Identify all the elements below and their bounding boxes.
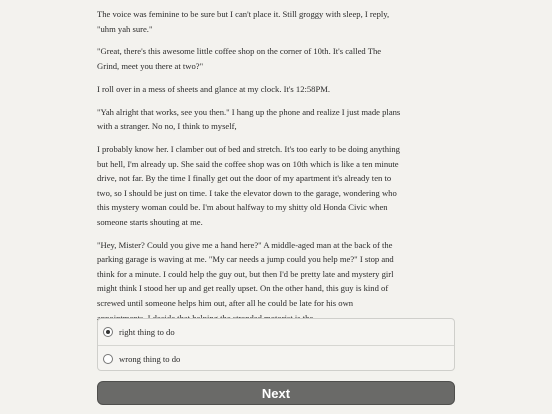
choice-list [97,318,455,371]
radio-unselected-icon[interactable] [103,354,113,364]
choice-option-right-thing[interactable] [98,319,454,345]
story-paragraph: I roll over in a mess of sheets and glance at my clock. It's 12:58PM. [97,83,331,94]
next-button[interactable]: Next [97,381,455,405]
story-paragraph: I probably know her. I clamber out of bed and stretch. It's too early to be doing anything but hell, I'm already up. She said the coffee shop was on 10th which is like a ten minute drive, not far. By the time I finally get out the door of my apartment it's already ten to two, so I should be just on time. I take the elevator down to the garage, wondering who this mystery woman could be. I'm about halfway to my shitty old Honda Civic when someone starts shouting at me. [97,143,400,227]
radio-selected-icon[interactable] [103,327,113,337]
story-paragraph: The voice was feminine to be sure but I can't place it. Still groggy with sleep, I reply, "uhm yah sure." [97,9,390,34]
story-paragraph: "Yah alright that works, see you then." I hang up the phone and realize I just made plans with a stranger. No no, I think to myself, [97,106,401,132]
story-paragraph: "Great, there's this awesome little coffee shop on the corner of 10th. It's called The Grind, meet you there at two?" [97,46,382,71]
choice-label: right thing to do [119,327,175,337]
choice-option-wrong-thing[interactable] [98,345,454,371]
choice-label: wrong thing to do [119,353,181,364]
story-paragraph: "Hey, Mister? Could you give me a hand here?" A middle-aged man at the back of the parking garage is waving at me. "My car needs a jump could you help me?" I stop and think for a minute. I could help the guy out, but then I'd be pretty late and mystery girl might think I stood her up and get really upset. On the other hand, this guy is kind of screwed until someone helps him out, after all he could be late for his own [97,239,394,309]
story-text [97,7,455,333]
